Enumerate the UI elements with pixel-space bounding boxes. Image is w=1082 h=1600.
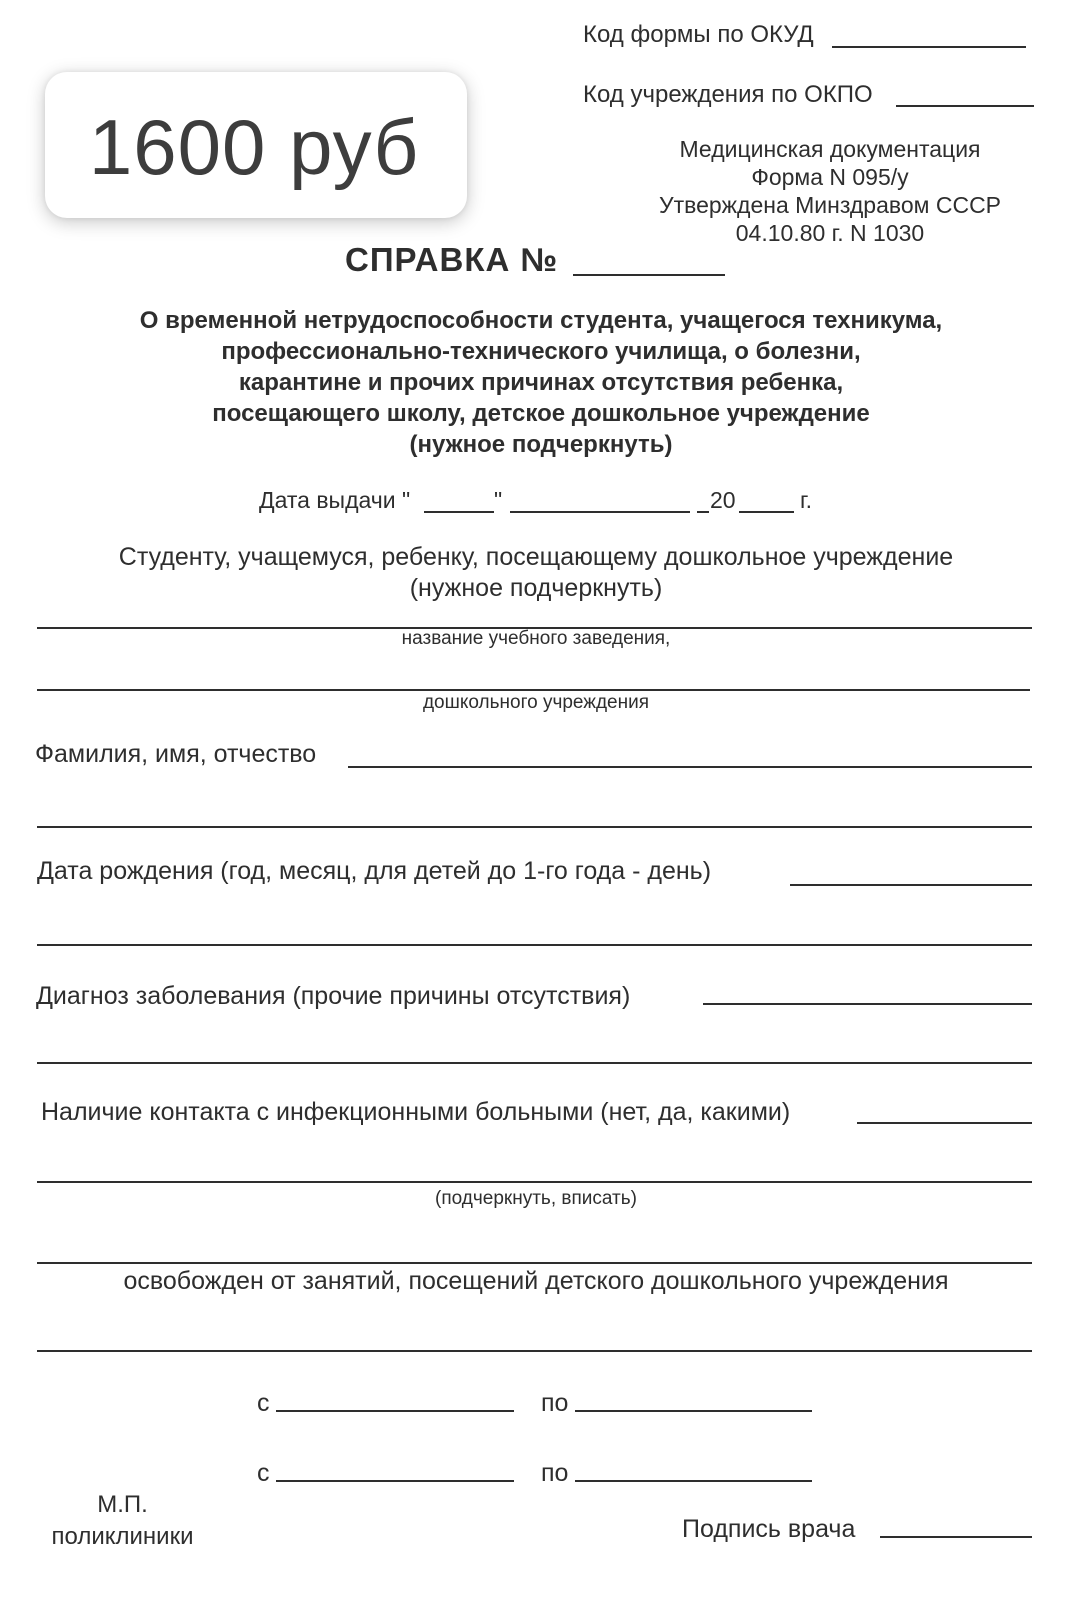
issue-year-prefix-line xyxy=(697,511,709,513)
subtitle-line: профессионально-технического училища, о болезни, xyxy=(221,338,861,365)
okpo-field[interactable] xyxy=(896,105,1034,107)
recipient-line2: (нужное подчеркнуть) xyxy=(409,574,663,602)
released-field[interactable] xyxy=(37,1350,1032,1352)
stamp-place xyxy=(30,1489,215,1553)
contact-label: Наличие контакта с инфекционными больными (нет, да, какими) xyxy=(41,1098,791,1126)
issue-year-prefix: 20 xyxy=(710,487,736,513)
released-line-top[interactable] xyxy=(37,1262,1032,1264)
issue-date-label: Дата выдачи " xyxy=(259,487,411,513)
period1-to-field[interactable] xyxy=(575,1410,812,1412)
certificate-number-field[interactable] xyxy=(573,274,725,276)
subtitle-line: посещающего школу, детское дошкольное учреждение xyxy=(212,400,870,427)
signature-field[interactable] xyxy=(880,1536,1032,1538)
period1-from-field[interactable] xyxy=(276,1410,514,1412)
subtitle-line: О временной нетрудоспособности студента, учащегося техникума, xyxy=(139,307,943,334)
period2-from-label: с xyxy=(257,1459,270,1487)
period2-to-label: по xyxy=(541,1459,569,1487)
issue-year-suffix: г. xyxy=(800,487,812,513)
issue-month-field[interactable] xyxy=(510,511,690,513)
issue-date-quote: " xyxy=(494,487,503,513)
recipient-line1: Студенту, учащемуся, ребенку, посещающему дошкольное учреждение xyxy=(118,543,954,571)
preschool-note: дошкольного учреждения xyxy=(422,692,650,713)
contact-field-extra[interactable] xyxy=(37,1181,1032,1183)
birth-field-extra[interactable] xyxy=(37,944,1032,946)
period2-to-field[interactable] xyxy=(575,1480,812,1482)
released-text: освобожден от занятий, посещений детского дошкольного учреждения xyxy=(123,1267,949,1295)
subtitle-line: карантине и прочих причинах отсутствия ребенка, xyxy=(238,369,844,396)
recipient-text xyxy=(0,542,1072,604)
fio-label: Фамилия, имя, отчество xyxy=(35,740,317,768)
subtitle xyxy=(0,305,1082,460)
birth-field[interactable] xyxy=(790,884,1032,886)
medical-doc-info xyxy=(630,135,1030,247)
med-line: Медицинская документация xyxy=(679,136,981,162)
price-badge xyxy=(45,72,467,218)
period2-from-field[interactable] xyxy=(276,1480,514,1482)
diagnosis-label: Диагноз заболевания (прочие причины отсутствия) xyxy=(36,982,631,1010)
med-line: 04.10.80 г. N 1030 xyxy=(735,220,925,246)
subtitle-line: (нужное подчеркнуть) xyxy=(409,431,673,458)
institution-note: название учебного заведения, xyxy=(401,628,671,649)
okud-label: Код формы по ОКУД xyxy=(583,21,814,48)
okud-field[interactable] xyxy=(832,46,1026,48)
diagnosis-field[interactable] xyxy=(703,1003,1032,1005)
okpo-label: Код учреждения по ОКПО xyxy=(583,81,873,108)
fio-field[interactable] xyxy=(348,766,1032,768)
med-line: Утверждена Минздравом СССР xyxy=(658,192,1002,218)
issue-day-field[interactable] xyxy=(424,511,494,513)
issue-year-field[interactable] xyxy=(739,511,794,513)
period1-from-label: с xyxy=(257,1389,270,1417)
med-line: Форма N 095/у xyxy=(751,164,909,190)
contact-note: (подчеркнуть, вписать) xyxy=(435,1188,637,1209)
diagnosis-field-extra[interactable] xyxy=(37,1062,1032,1064)
period1-to-label: по xyxy=(541,1389,569,1417)
page-title: СПРАВКА № xyxy=(345,241,559,278)
fio-field-extra[interactable] xyxy=(37,826,1032,828)
stamp-line2: поликлиники xyxy=(51,1523,194,1550)
preschool-field[interactable] xyxy=(37,689,1030,691)
signature-label: Подпись врача xyxy=(682,1515,856,1543)
contact-field[interactable] xyxy=(857,1122,1032,1124)
stamp-line1: М.П. xyxy=(97,1491,148,1518)
price-text: 1600 руб xyxy=(88,102,420,191)
birth-label: Дата рождения (год, месяц, для детей до 1-го года - день) xyxy=(37,857,712,885)
